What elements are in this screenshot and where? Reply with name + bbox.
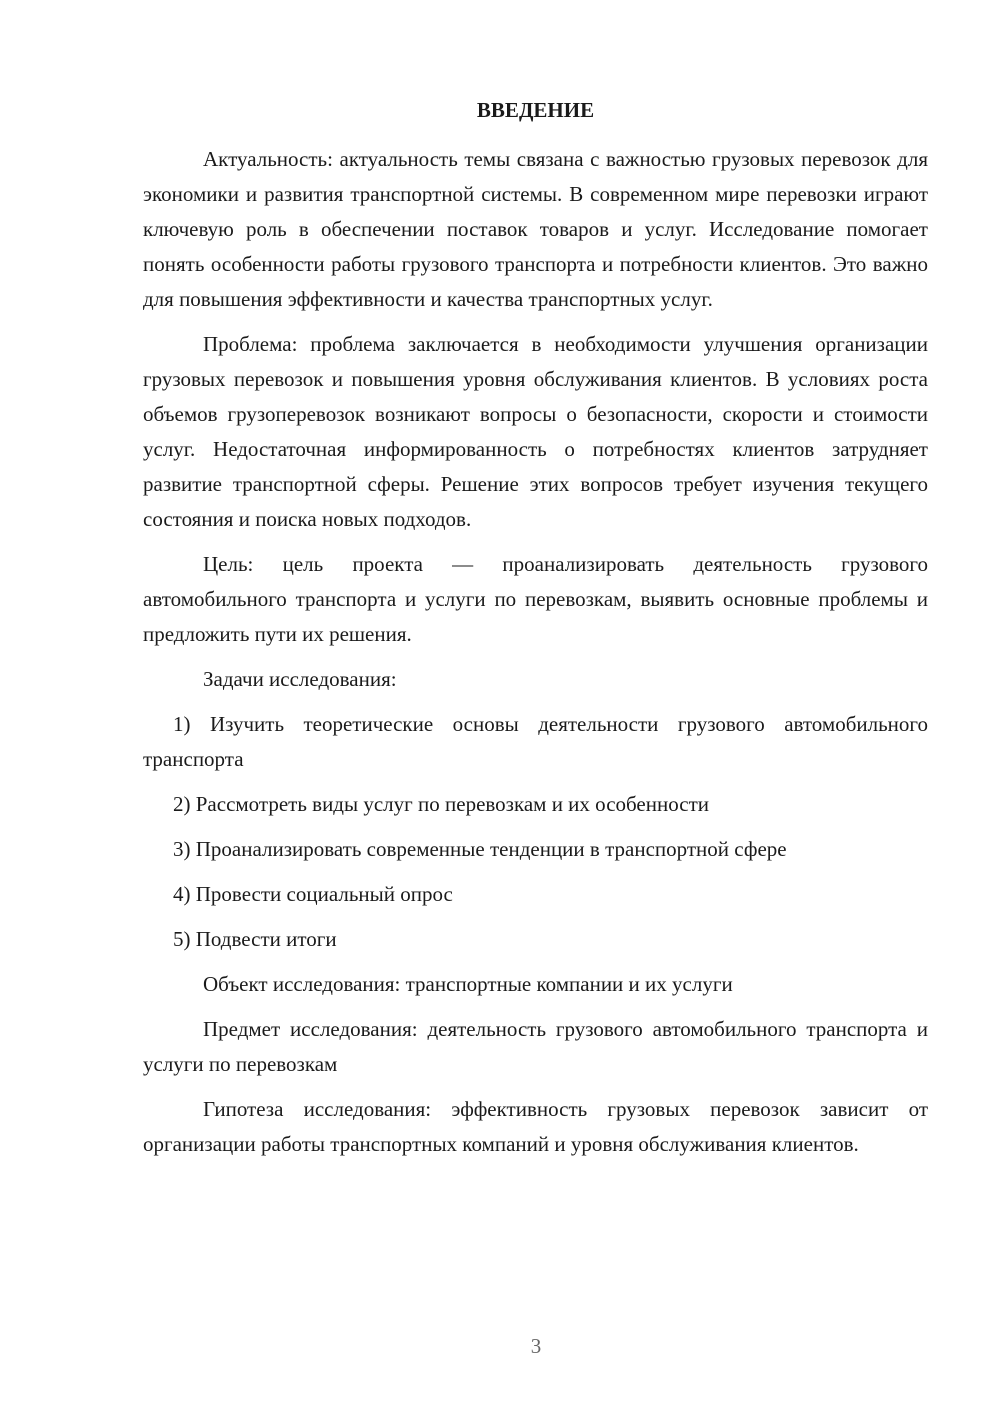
paragraph-goal: Цель: цель проекта — проанализировать деятельность грузового автомобильного транспорта и услуги по перевозкам, выявить основные проблемы и предложить пути их решения. xyxy=(143,552,928,646)
task-item: 4) Провести социальный опрос xyxy=(173,882,453,906)
task-item: 5) Подвести итоги xyxy=(173,927,337,951)
page-number: 3 xyxy=(530,1334,542,1358)
task-item: 1) Изучить теоретические основы деятельности грузового автомобильного транспорта xyxy=(143,712,928,771)
task-item: 3) Проанализировать современные тенденции в транспортной сфере xyxy=(173,837,787,861)
paragraph-hypothesis: Гипотеза исследования: эффективность грузовых перевозок зависит от организации работы транспортных компаний и уровня обслуживания клиентов. xyxy=(143,1097,928,1156)
paragraph-problem: Проблема: проблема заключается в необходимости улучшения организации грузовых перевозок и повышения уровня обслуживания клиентов. В условиях роста объемов грузоперевозок возникают вопросы о безопасности, скорости и стоимости услуг. Недостаточная информированность о потребностях клиентов затрудняет развитие транспортной сферы. Решение этих вопросов требует изучения текущего состояния и поиска новых подходов. xyxy=(143,332,928,531)
paragraph-relevance: Актуальность: актуальность темы связана с важностью грузовых перевозок для экономики и развития транспортной системы. В современном мире перевозки играют ключевую роль в обеспечении поставок товаров и услуг. Исследование помогает понять особенности работы грузового транспорта и потребности клиентов. Это важно для повышения эффективности и качества транспортных услуг. xyxy=(143,147,928,311)
paragraph-subject: Предмет исследования: деятельность грузового автомобильного транспорта и услуги по перевозкам xyxy=(143,1017,928,1076)
section-title: ВВЕДЕНИЕ xyxy=(476,98,595,122)
paragraph-object: Объект исследования: транспортные компании и их услуги xyxy=(203,972,733,996)
document-page xyxy=(143,96,928,1172)
tasks-heading: Задачи исследования: xyxy=(203,667,397,691)
task-item: 2) Рассмотреть виды услуг по перевозкам и их особенности xyxy=(173,792,709,816)
